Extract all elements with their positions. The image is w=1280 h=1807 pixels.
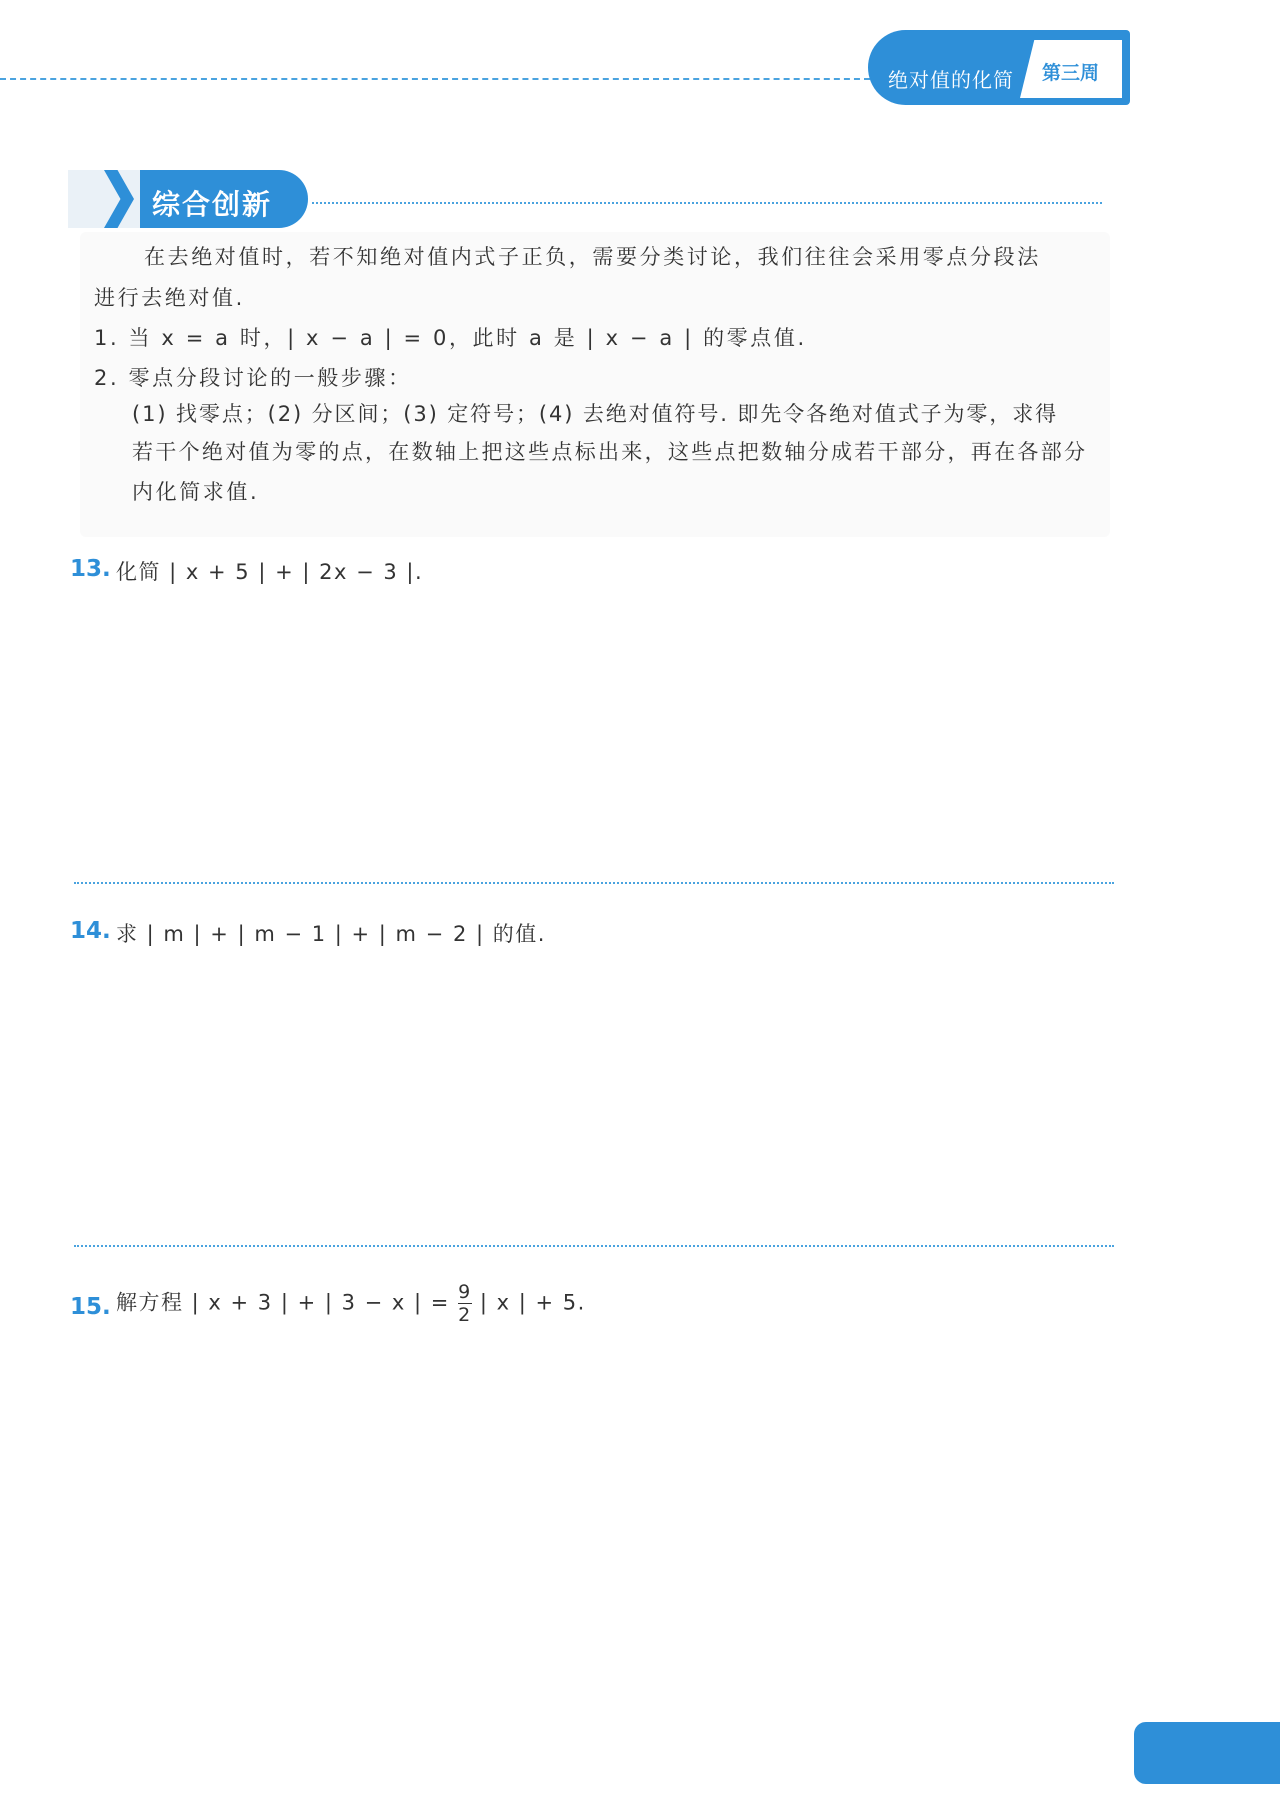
info-item-1: 1. 当 x = a 时，| x − a | = 0，此时 a 是 | x − a | 的零点值. — [94, 326, 807, 350]
question-14-number: 14. — [70, 918, 111, 944]
steps-line-2: 若干个绝对值为零的点，在数轴上把这些点标出来，这些点把数轴分成若干部分，再在各部分 — [132, 440, 1088, 464]
question-15-number: 15. — [70, 1294, 111, 1320]
question-13-text: 化简 | x + 5 | + | 2x − 3 |. — [116, 560, 424, 584]
steps-line-1: (1) 找零点；(2) 分区间；(3) 定符号；(4) 去绝对值符号. 即先令各绝对值式子为零，求得 — [132, 402, 1059, 426]
question-divider — [74, 1245, 1114, 1247]
fraction — [458, 1282, 472, 1325]
question-15-text-after: | x | + 5. — [479, 1290, 586, 1315]
fraction-numerator: 9 — [458, 1281, 472, 1303]
week-label: 第三周 — [1042, 62, 1100, 84]
page-number-tab — [1134, 1722, 1280, 1784]
section-title: 综合创新 — [152, 188, 273, 221]
fraction-denominator: 2 — [458, 1304, 472, 1326]
question-15-text — [116, 1282, 586, 1325]
info-item-2: 2. 零点分段讨论的一般步骤： — [94, 366, 412, 390]
section-dotted-line — [312, 202, 1102, 204]
header-topic-title: 绝对值的化简 — [888, 68, 1014, 92]
intro-line-1: 在去绝对值时，若不知绝对值内式子正负，需要分类讨论，我们往往会采用零点分段法 — [144, 245, 1041, 269]
question-13-number: 13. — [70, 556, 111, 582]
header-dashed-line — [0, 78, 870, 80]
steps-line-3: 内化简求值. — [132, 480, 260, 504]
question-divider — [74, 882, 1114, 884]
question-14-text: 求 | m | + | m − 1 | + | m − 2 | 的值. — [116, 922, 546, 946]
intro-line-2: 进行去绝对值. — [94, 286, 245, 310]
question-15-text-before: 解方程 | x + 3 | + | 3 − x | = — [116, 1290, 450, 1315]
